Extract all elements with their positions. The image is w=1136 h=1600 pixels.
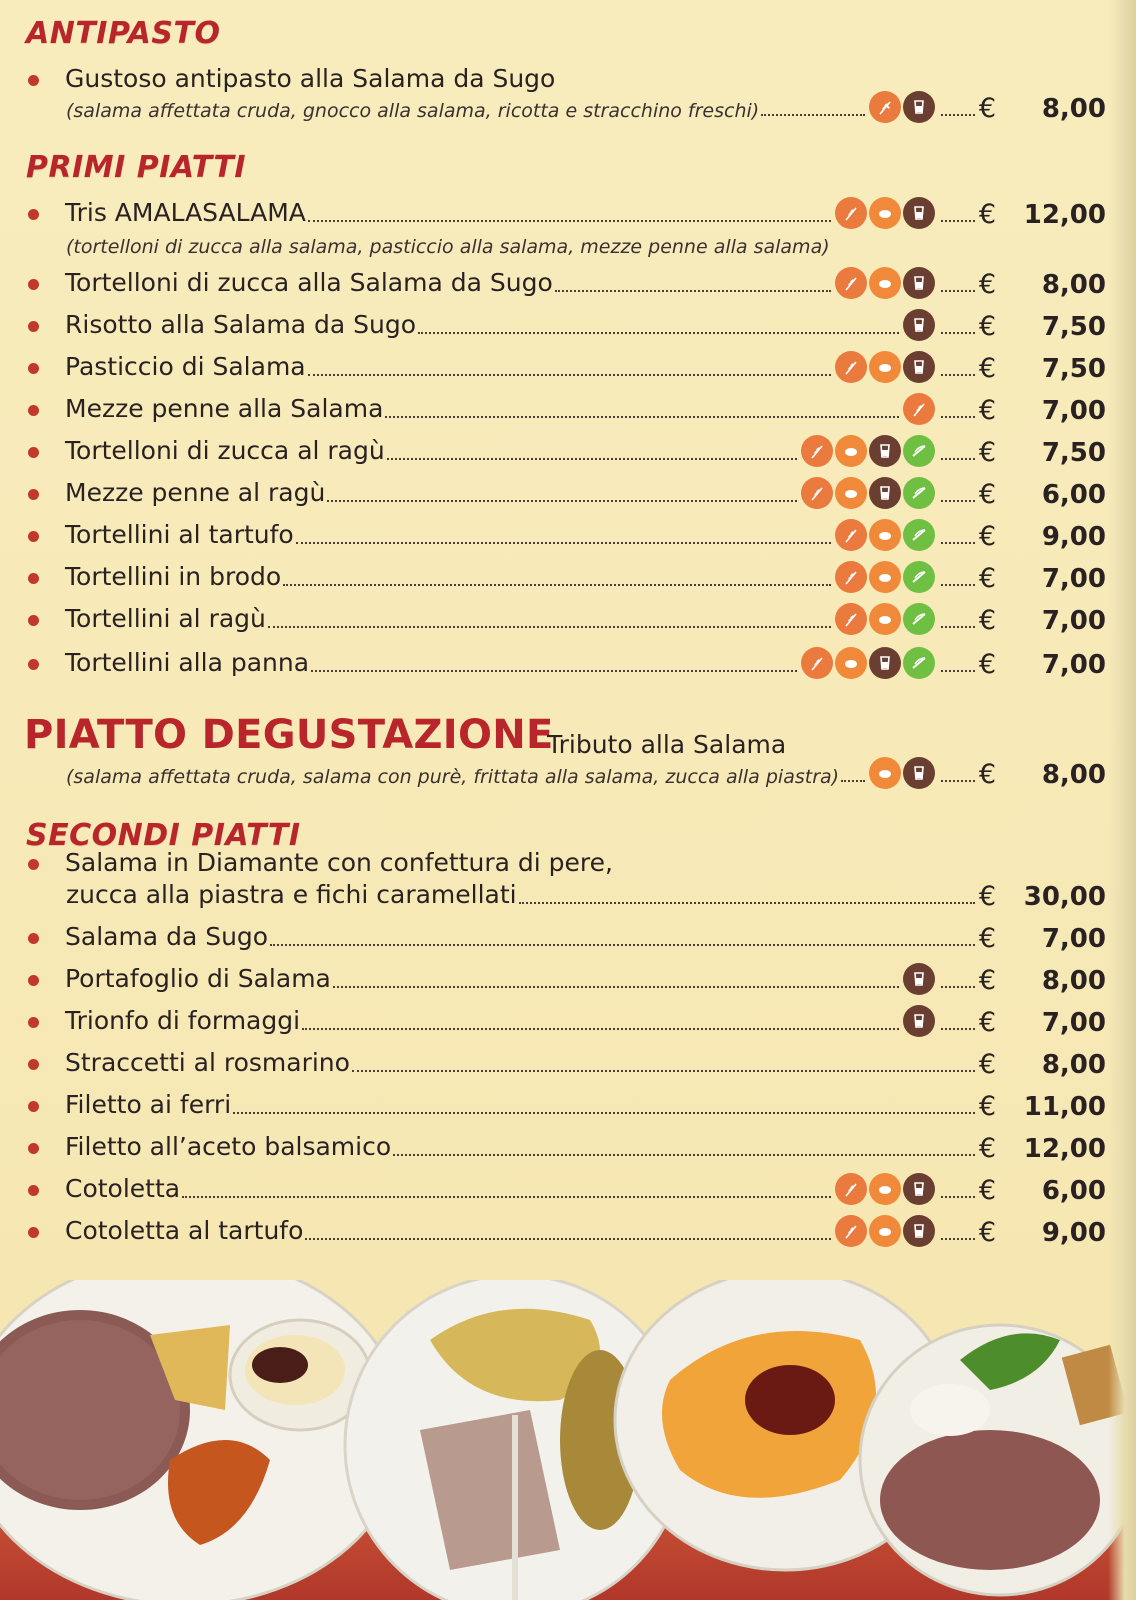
milk-glass-icon — [903, 309, 935, 341]
item-name: Portafoglio di Salama — [65, 964, 331, 993]
item-price: 8,00 — [1041, 966, 1106, 996]
wheat-icon — [801, 477, 833, 509]
egg-icon — [869, 267, 901, 299]
item-name: Cotoletta al tartufo — [65, 1216, 304, 1245]
euro-sign: € — [978, 93, 996, 124]
leader-dots — [268, 626, 831, 628]
section-title-antipasto: ANTIPASTO — [26, 16, 221, 51]
bullet — [28, 1017, 39, 1028]
bullet — [28, 1227, 39, 1238]
leader-dots — [941, 1196, 975, 1198]
euro-sign: € — [978, 269, 996, 300]
bullet — [28, 75, 39, 86]
leader-dots — [761, 114, 865, 116]
allergen-icons — [835, 351, 935, 383]
euro-sign: € — [978, 1217, 996, 1248]
euro-sign: € — [978, 311, 996, 342]
menu-item — [26, 476, 1106, 510]
menu-item — [26, 308, 1106, 342]
bullet — [28, 1143, 39, 1154]
egg-icon — [835, 647, 867, 679]
leader-dots — [283, 584, 831, 586]
euro-sign: € — [978, 521, 996, 552]
menu-item — [26, 1130, 1106, 1164]
leader-dots — [182, 1196, 831, 1198]
leader-dots — [941, 500, 975, 502]
item-name: Risotto alla Salama da Sugo — [65, 310, 417, 339]
bullet — [28, 1185, 39, 1196]
milk-glass-icon — [869, 435, 901, 467]
milk-glass-icon — [903, 1005, 935, 1037]
item-name: Pasticcio di Salama — [65, 352, 306, 381]
bullet — [28, 405, 39, 416]
wheat-icon — [801, 435, 833, 467]
wheat-icon — [835, 519, 867, 551]
euro-sign: € — [978, 437, 996, 468]
item-description-row — [66, 760, 1106, 790]
leader-dots — [308, 374, 831, 376]
wheat-icon — [835, 267, 867, 299]
bullet — [28, 975, 39, 986]
milk-glass-icon — [903, 1215, 935, 1247]
menu-item — [26, 518, 1106, 552]
euro-sign: € — [978, 1175, 996, 1206]
item-price: 8,00 — [1041, 760, 1106, 790]
item-name: Cotoletta — [65, 1174, 181, 1203]
milk-glass-icon — [903, 267, 935, 299]
bullet — [28, 573, 39, 584]
egg-icon — [869, 561, 901, 593]
wheat-icon — [801, 647, 833, 679]
euro-sign: € — [978, 199, 996, 230]
item-name: Mezze penne al ragù — [65, 478, 326, 507]
euro-sign: € — [978, 1007, 996, 1038]
item-name: Tortelloni di zucca al ragù — [65, 436, 385, 465]
item-price: 9,00 — [1041, 522, 1106, 552]
item-price: 12,00 — [1023, 1134, 1106, 1164]
item-name: Straccetti al rosmarino — [65, 1048, 350, 1077]
allergen-icons — [801, 647, 935, 679]
allergen-icons — [903, 1005, 935, 1037]
item-description: (salama affettata cruda, salama con purè, frittata alla salama, zucca alla piastra) — [66, 766, 840, 788]
leaf-check-icon — [903, 603, 935, 635]
item-price: 6,00 — [1041, 1176, 1106, 1206]
food-photos-illustration — [0, 1280, 1136, 1600]
menu-item — [26, 1172, 1106, 1206]
menu-item — [26, 434, 1106, 468]
allergen-icons — [903, 963, 935, 995]
bullet — [28, 209, 39, 220]
euro-sign: € — [978, 881, 996, 912]
leaf-check-icon — [903, 519, 935, 551]
leader-dots — [941, 1238, 975, 1240]
item-price: 7,50 — [1041, 312, 1106, 342]
euro-sign: € — [978, 923, 996, 954]
bullet — [28, 531, 39, 542]
menu-item — [26, 602, 1106, 636]
section-subtitle-degustazione: Tributo alla Salama — [547, 730, 787, 759]
item-description: (salama affettata cruda, gnocco alla salama, ricotta e stracchino freschi) — [66, 100, 760, 122]
menu-item — [26, 196, 1106, 230]
menu-item — [26, 920, 1106, 954]
allergen-icons — [835, 1215, 935, 1247]
bullet — [28, 1101, 39, 1112]
bullet — [28, 489, 39, 500]
allergen-icons — [835, 197, 935, 229]
bullet — [28, 279, 39, 290]
item-price: 7,00 — [1041, 396, 1106, 426]
menu-item — [26, 350, 1106, 384]
allergen-icons — [835, 603, 935, 635]
item-price: 7,00 — [1041, 1008, 1106, 1038]
item-price: 7,50 — [1041, 438, 1106, 468]
leader-dots — [385, 416, 898, 418]
egg-icon — [869, 351, 901, 383]
menu-item-line2 — [66, 878, 1106, 912]
leader-dots — [941, 670, 975, 672]
item-name: Salama in Diamante con confettura di pere, — [65, 848, 613, 877]
egg-icon — [869, 603, 901, 635]
item-price: 11,00 — [1023, 1092, 1106, 1122]
euro-sign: € — [978, 1133, 996, 1164]
menu-item — [26, 1004, 1106, 1038]
milk-glass-icon — [903, 351, 935, 383]
leader-dots — [418, 332, 899, 334]
leaf-check-icon — [903, 561, 935, 593]
leader-dots — [387, 458, 797, 460]
allergen-icons — [903, 393, 935, 425]
wheat-icon — [869, 91, 901, 123]
egg-icon — [869, 1173, 901, 1205]
menu-item — [26, 1214, 1106, 1248]
item-price: 8,00 — [1041, 270, 1106, 300]
leader-dots — [941, 290, 975, 292]
menu-item — [26, 1046, 1106, 1080]
leader-dots — [302, 1028, 899, 1030]
menu-item — [26, 392, 1106, 426]
egg-icon — [835, 477, 867, 509]
leader-dots — [941, 374, 975, 376]
egg-icon — [869, 519, 901, 551]
leader-dots — [270, 944, 975, 946]
leader-dots — [941, 220, 975, 222]
milk-glass-icon — [869, 477, 901, 509]
leader-dots — [941, 114, 975, 116]
bullet — [28, 363, 39, 374]
item-description: (tortelloni di zucca alla salama, pasticcio alla salama, mezze penne alla salama) — [66, 236, 830, 258]
item-name: Gustoso antipasto alla Salama da Sugo — [65, 64, 556, 93]
wheat-icon — [835, 351, 867, 383]
wheat-icon — [835, 603, 867, 635]
egg-icon — [835, 435, 867, 467]
bullet — [28, 859, 39, 870]
section-title-secondi: SECONDI PIATTI — [26, 818, 301, 853]
bullet — [28, 447, 39, 458]
leader-dots — [941, 332, 975, 334]
milk-glass-icon — [903, 197, 935, 229]
milk-glass-icon — [903, 757, 935, 789]
allergen-icons — [801, 435, 935, 467]
milk-glass-icon — [903, 91, 935, 123]
leader-dots — [941, 626, 975, 628]
item-name: Salama da Sugo — [65, 922, 269, 951]
milk-glass-icon — [903, 1173, 935, 1205]
item-name-line2: zucca alla piastra e fichi caramellati — [66, 880, 517, 909]
item-price: 8,00 — [1041, 1050, 1106, 1080]
bullet — [28, 1059, 39, 1070]
wheat-icon — [835, 197, 867, 229]
euro-sign: € — [978, 563, 996, 594]
item-name: Filetto ai ferri — [65, 1090, 232, 1119]
item-price: 6,00 — [1041, 480, 1106, 510]
leader-dots — [941, 780, 975, 782]
item-name: Tris AMALASALAMA — [65, 198, 306, 227]
leader-dots — [519, 902, 975, 904]
menu-item — [26, 560, 1106, 594]
item-name: Tortellini in brodo — [65, 562, 282, 591]
euro-sign: € — [978, 1049, 996, 1080]
item-name: Tortellini alla panna — [65, 648, 310, 677]
item-price: 7,50 — [1041, 354, 1106, 384]
leader-dots — [941, 542, 975, 544]
menu-item — [26, 62, 1106, 96]
item-name: Tortellini al tartufo — [65, 520, 294, 549]
leader-dots — [393, 1154, 975, 1156]
leader-dots — [333, 986, 899, 988]
allergen-icons — [869, 757, 935, 789]
menu-item — [26, 646, 1106, 680]
bullet — [28, 321, 39, 332]
item-price: 7,00 — [1041, 606, 1106, 636]
euro-sign: € — [978, 395, 996, 426]
menu-item — [26, 1088, 1106, 1122]
item-name: Filetto all’aceto balsamico — [65, 1132, 392, 1161]
milk-glass-icon — [869, 647, 901, 679]
item-name: Mezze penne alla Salama — [65, 394, 384, 423]
euro-sign: € — [978, 1091, 996, 1122]
bullet — [28, 615, 39, 626]
wheat-icon — [903, 393, 935, 425]
leader-dots — [352, 1070, 975, 1072]
euro-sign: € — [978, 479, 996, 510]
food-photos — [0, 1280, 1136, 1600]
egg-icon — [869, 197, 901, 229]
item-name: Tortelloni di zucca alla Salama da Sugo — [65, 268, 553, 297]
leader-dots — [941, 458, 975, 460]
menu-item — [26, 846, 1106, 880]
item-name: Tortellini al ragù — [65, 604, 266, 633]
leader-dots — [327, 500, 796, 502]
euro-sign: € — [978, 649, 996, 680]
allergen-icons — [835, 267, 935, 299]
leaf-check-icon — [903, 435, 935, 467]
bullet — [28, 659, 39, 670]
euro-sign: € — [978, 353, 996, 384]
wheat-icon — [835, 1173, 867, 1205]
item-price: 7,00 — [1041, 564, 1106, 594]
leader-dots — [941, 986, 975, 988]
wheat-icon — [835, 561, 867, 593]
euro-sign: € — [978, 605, 996, 636]
leader-dots — [233, 1112, 975, 1114]
leader-dots — [941, 1028, 975, 1030]
leader-dots — [555, 290, 831, 292]
allergen-icons — [869, 91, 935, 123]
item-price: 7,00 — [1041, 924, 1106, 954]
allergen-icons — [903, 309, 935, 341]
allergen-icons — [835, 561, 935, 593]
leader-dots — [311, 670, 797, 672]
egg-icon — [869, 757, 901, 789]
euro-sign: € — [978, 759, 996, 790]
leaf-check-icon — [903, 477, 935, 509]
item-description-row — [66, 94, 1106, 124]
egg-icon — [869, 1215, 901, 1247]
wheat-icon — [835, 1215, 867, 1247]
leader-dots — [941, 416, 975, 418]
leader-dots — [296, 542, 831, 544]
euro-sign: € — [978, 965, 996, 996]
allergen-icons — [801, 477, 935, 509]
leader-dots — [941, 584, 975, 586]
page-edge-shadow — [1108, 0, 1136, 1600]
allergen-icons — [835, 519, 935, 551]
bullet — [28, 933, 39, 944]
allergen-icons — [835, 1173, 935, 1205]
section-title-primi: PRIMI PIATTI — [26, 150, 246, 185]
leader-dots — [841, 780, 865, 782]
item-price: 8,00 — [1041, 94, 1106, 124]
menu-item — [26, 962, 1106, 996]
leaf-check-icon — [903, 647, 935, 679]
item-price: 7,00 — [1041, 650, 1106, 680]
item-name: Trionfo di formaggi — [65, 1006, 301, 1035]
menu-item — [26, 266, 1106, 300]
leader-dots — [305, 1238, 830, 1240]
item-price: 30,00 — [1023, 882, 1106, 912]
item-price: 9,00 — [1041, 1218, 1106, 1248]
milk-glass-icon — [903, 963, 935, 995]
leader-dots — [308, 220, 831, 222]
item-price: 12,00 — [1023, 200, 1106, 230]
section-title-degustazione: PIATTO DEGUSTAZIONE — [24, 712, 554, 758]
